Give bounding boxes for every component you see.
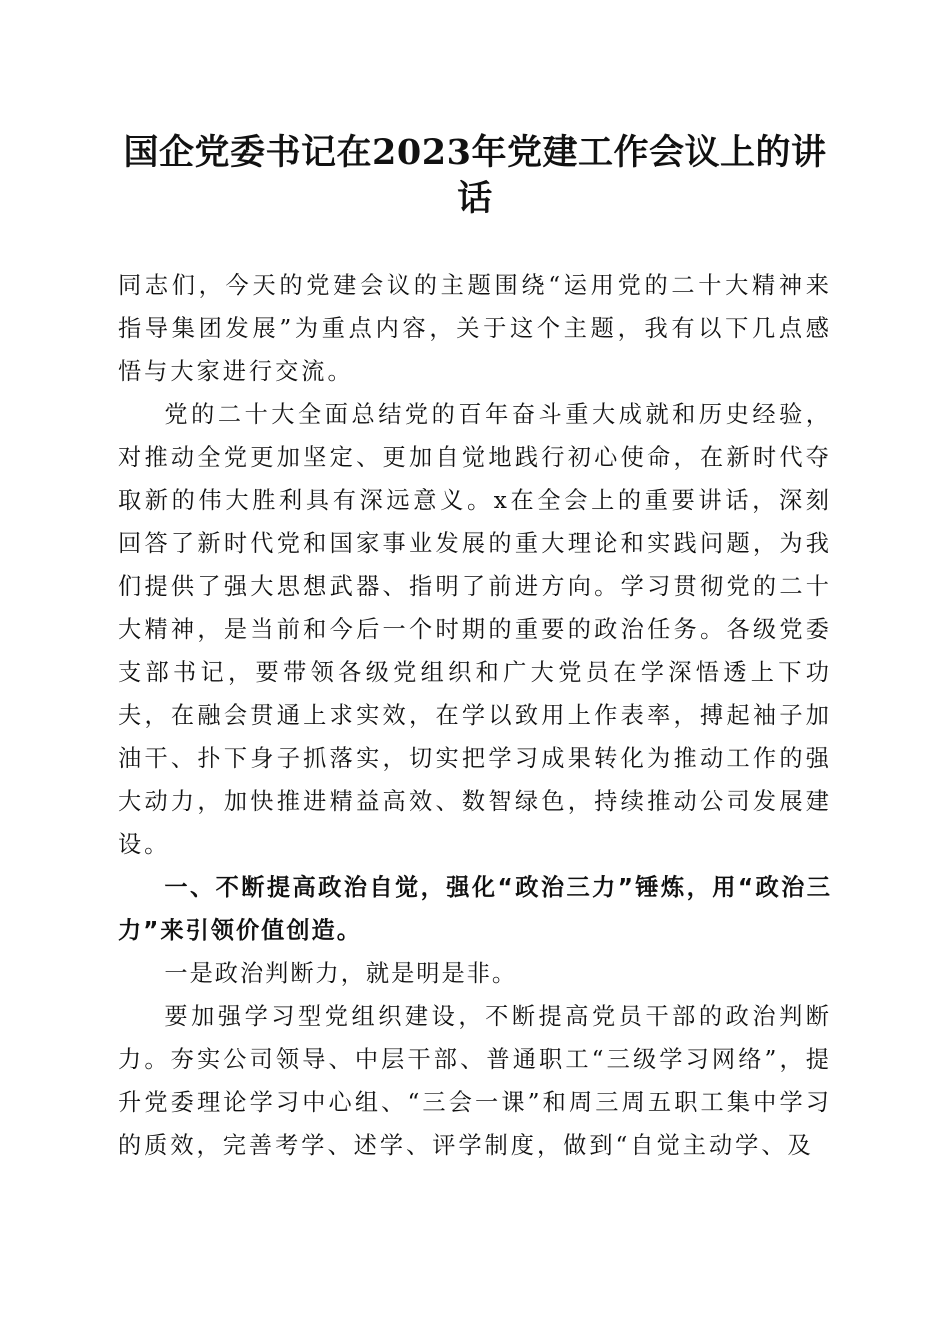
document-title: 国企党委书记在2023年党建工作会议上的讲话 [123, 132, 827, 219]
subheading-1: 一是政治判断力，就是明是非。 [164, 960, 518, 987]
document-page [118, 130, 832, 1167]
paragraph-greeting: 同志们，今天的党建会议的主题围绕“运用党的二十大精神来指导集团发展”为重点内容，关于这个主题，我有以下几点感悟与大家进行交流。 [118, 272, 832, 385]
paragraph-intro: 党的二十大全面总结党的百年奋斗重大成就和历史经验，对推动全党更加坚定、更加自觉地践行初心使命，在新时代夺取新的伟大胜利具有深远意义。x在全会上的重要讲话，深刻回答了新时代党和国家事业发展的重大理论和实践问题，为我们提供了强大思想武器、指明了前进方向。学习贯彻党的二十大精神，是当前和今后一个时期的重要的政治任务。各级党委支部书记，要带领各级党组织和广大党员在学深悟透上下功夫，在融会贯通上求实效，在学以致用上作表率，搏起袖子加油干、扑下身子抓落实，切实把学习成果转化为推动工作的强大动力，加快推进精益高效、数智绿色，持续推动公司发展建设。 [118, 401, 832, 858]
section-heading-1: 一、不断提高政治自觉，强化“政治三力”锤炼，用“政治三力”来引领价值创造。 [118, 874, 832, 944]
document-body [118, 264, 832, 1167]
paragraph-body: 要加强学习型党组织建设，不断提高党员干部的政治判断力。夯实公司领导、中层干部、普通职工“三级学习网络”，提升党委理论学习中心组、“三会一课”和周三周五职工集中学习的质效，完善考学、述学、评学制度，做到“自觉主动学、及 [118, 1003, 832, 1159]
